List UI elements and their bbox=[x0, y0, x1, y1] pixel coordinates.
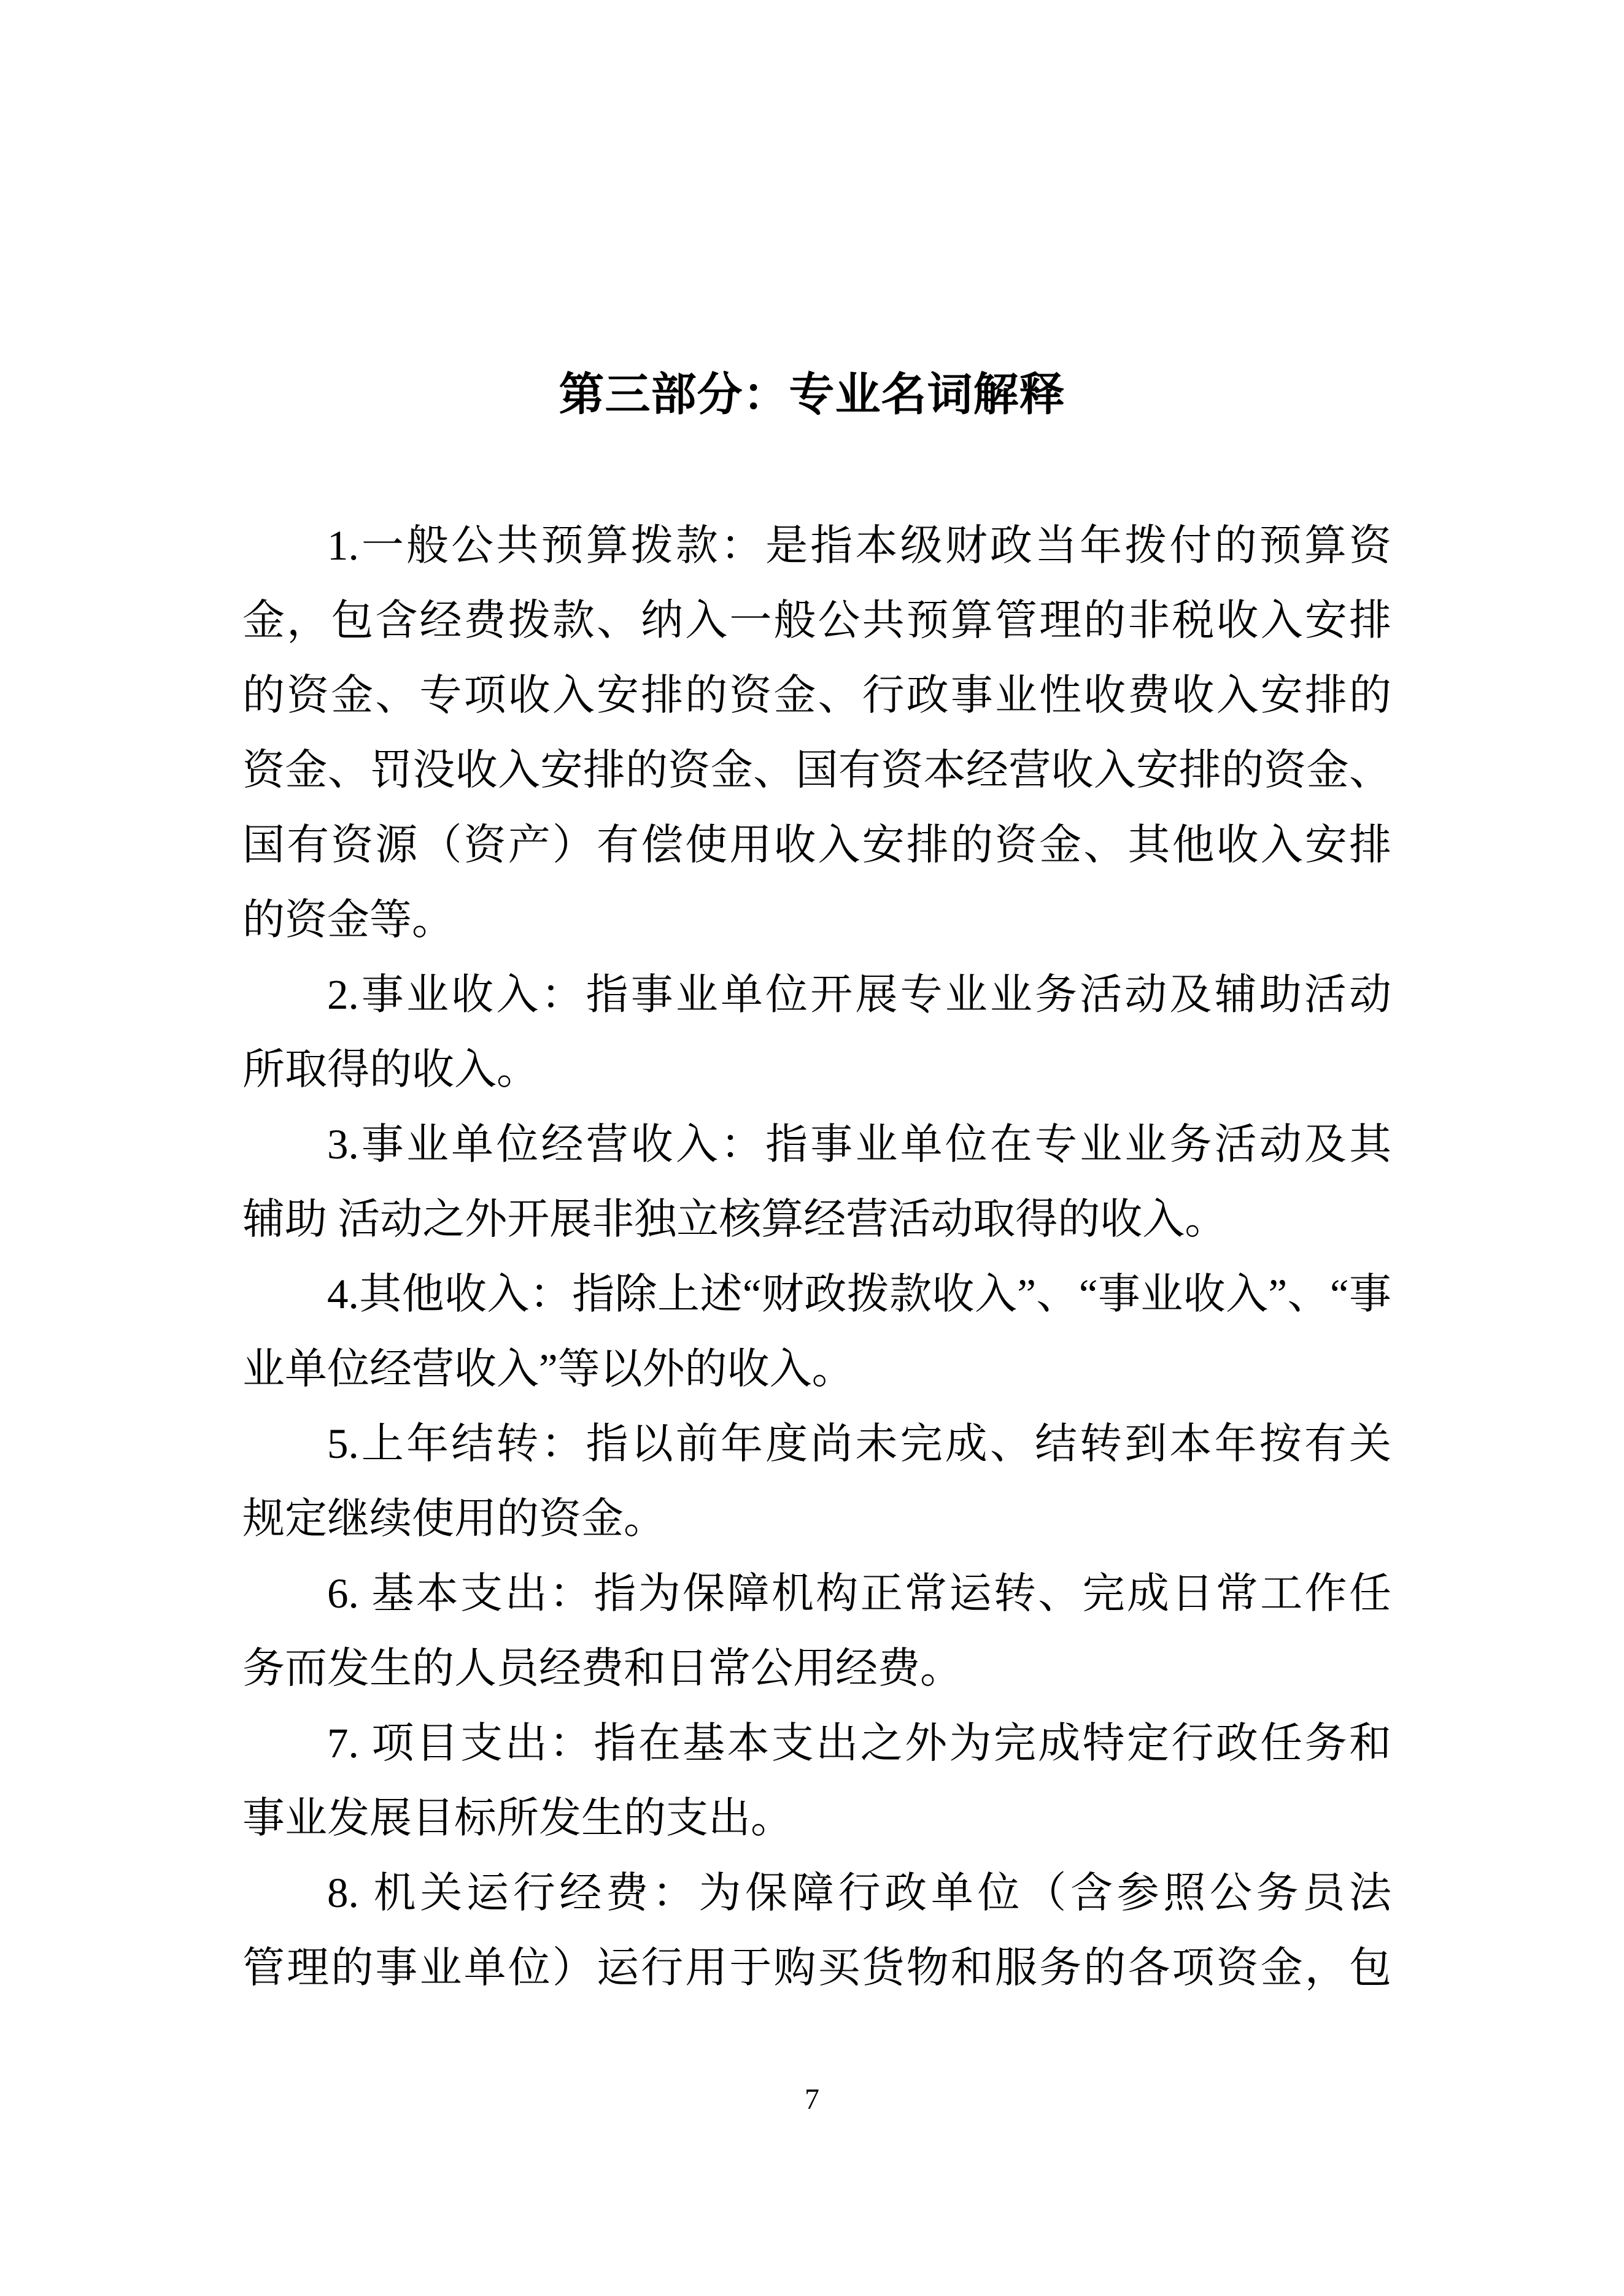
body-line: 8. 机关运行经费：为保障行政单位（含参照公务员法 bbox=[327, 1870, 1391, 1916]
body-line: 资金、罚没收入安排的资金、国有资本经营收入安排的资金、 bbox=[242, 747, 1391, 793]
body-line: 6. 基本支出：指为保障机构正常运转、完成日常工作任 bbox=[327, 1570, 1391, 1617]
body-line: 管理的事业单位）运行用于购买货物和服务的各项资金，包 bbox=[242, 1944, 1391, 1991]
body-line: 的资金、专项收入安排的资金、行政事业性收费收入安排的 bbox=[242, 672, 1391, 718]
body-line: 金，包含经费拨款、纳入一般公共预算管理的非税收入安排 bbox=[242, 597, 1391, 644]
body-line: 7. 项目支出：指在基本支出之外为完成特定行政任务和 bbox=[327, 1720, 1391, 1766]
body-line: 3.事业单位经营收入：指事业单位在专业业务活动及其 bbox=[327, 1121, 1391, 1168]
body-line: 国有资源（资产）有偿使用收入安排的资金、其他收入安排 bbox=[242, 822, 1391, 868]
body-line: 事业发展目标所发生的支出。 bbox=[242, 1795, 793, 1841]
body-line: 务而发生的人员经费和日常公用经费。 bbox=[242, 1645, 962, 1692]
body-line: 业单位经营收入”等以外的收入。 bbox=[242, 1346, 854, 1392]
page-number: 7 bbox=[805, 2083, 819, 2116]
body-line: 辅助 活动之外开展非独立核算经营活动取得的收入。 bbox=[242, 1196, 1228, 1242]
body-line: 5.上年结转：指以前年度尚未完成、结转到本年按有关 bbox=[327, 1420, 1391, 1467]
body-line: 2.事业收入：指事业单位开展专业业务活动及辅助活动 bbox=[327, 971, 1391, 1018]
body-line: 的资金等。 bbox=[242, 896, 454, 943]
document-body bbox=[242, 508, 1391, 2005]
body-line: 4.其他收入：指除上述“财政拨款收入”、“事业收入”、“事 bbox=[327, 1271, 1391, 1317]
page-title: 第三部分：专业名词解释 bbox=[559, 369, 1065, 420]
body-line: 1.一般公共预算拨款：是指本级财政当年拨付的预算资 bbox=[327, 522, 1391, 569]
body-line: 规定继续使用的资金。 bbox=[242, 1495, 666, 1542]
body-line: 所取得的收入。 bbox=[242, 1046, 539, 1093]
